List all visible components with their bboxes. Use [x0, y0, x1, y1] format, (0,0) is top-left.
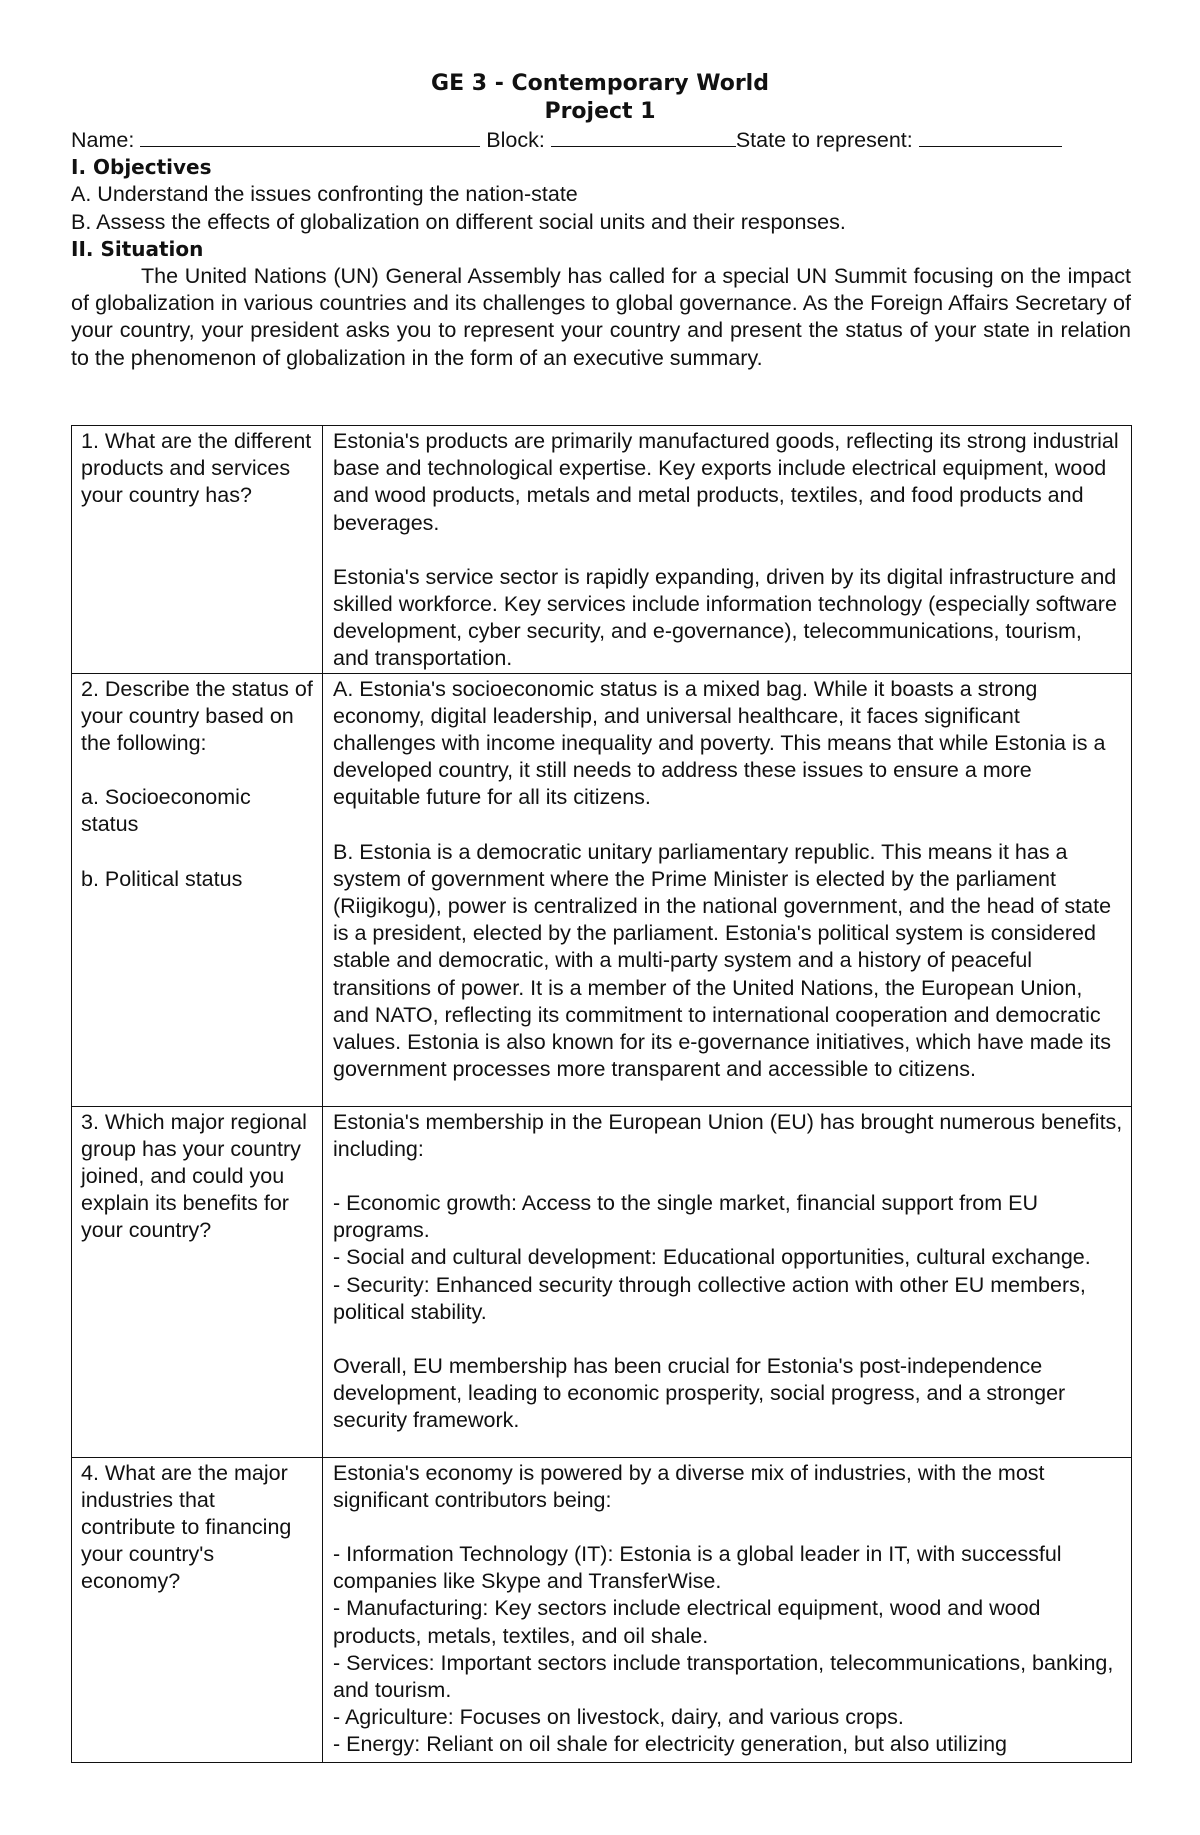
answer-paragraph: A. Estonia's socioeconomic status is a mixed bag. While it boasts a strong economy, digital leadership, and universal healthcare, it faces significant challenges with income inequality and poverty. This means that while Estonia is a developed country, it still needs to address these issues to ensure a more equitable future for all its citizens.	[333, 676, 1106, 810]
answer-paragraph: Estonia's products are primarily manufactured goods, reflecting its strong industrial base and technological expertise. Key exports include electrical equipment, wood and wood products, metals and metal products, textiles, and food products and beverages.	[333, 429, 1119, 535]
situation-heading: II. Situation	[71, 236, 204, 261]
question-text: 4. What are the major industries that contribute to financing your country's economy?	[81, 1460, 292, 1594]
answer-list-item: - Manufacturing: Key sectors include electrical equipment, wood and wood products, metals, textiles, and oil shale.	[333, 1596, 1041, 1648]
course-title: GE 3 - Contemporary World	[431, 71, 769, 96]
answer-cell	[323, 673, 1132, 1106]
question-cell	[72, 426, 323, 674]
question-text: 1. What are the different products and services your country has?	[81, 429, 312, 508]
question-text: 2. Describe the status of your country based on the following:	[81, 676, 313, 756]
objective-item: B. Assess the effects of globalization on different social units and their responses.	[71, 209, 846, 234]
answer-list-item: - Social and cultural development: Educational opportunities, cultural exchange.	[333, 1245, 1091, 1270]
answer-list-item: - Information Technology (IT): Estonia is a global leader in IT, with successful companies like Skype and TransferWise.	[333, 1542, 1062, 1594]
title-block	[0, 70, 1200, 126]
answer-cell	[323, 1106, 1132, 1457]
answer-cell	[323, 426, 1132, 674]
table-row	[72, 673, 1132, 1106]
name-label: Name:	[71, 128, 135, 152]
answer-list-item: - Economic growth: Access to the single market, financial support from EU programs.	[333, 1191, 1039, 1243]
block-label: Block:	[486, 128, 545, 152]
question-cell	[72, 1106, 323, 1457]
project-title: Project 1	[544, 99, 656, 124]
document-body	[71, 126, 1131, 393]
questions-table	[71, 425, 1132, 1763]
answer-outro: Overall, EU membership has been crucial for Estonia's post-independence development, leading to economic prosperity, social progress, and a stronger security framework.	[333, 1354, 1066, 1433]
table-row	[72, 1106, 1132, 1457]
answer-list-item: - Energy: Reliant on oil shale for electricity generation, but also utilizing	[333, 1732, 1008, 1757]
answer-paragraph: B. Estonia is a democratic unitary parliamentary republic. This means it has a system of government where the Prime Minister is elected by the parliament (Riigikogu), power is centralized in the national government, and the head of state is a president, elected by the parliament. Estonia's political system is considered stable and democratic, with a multi-party system and a history of peaceful transitions of power. It is a member of the United Nations, the European Union, and NATO, reflecting its commitment to international cooperation and democratic values. Estonia is also known for its e-governance initiatives, which have made its government processes more transparent and accessible to citizens.	[333, 839, 1112, 1082]
state-field-blank	[919, 126, 1062, 147]
answer-list-item: - Security: Enhanced security through collective action with other EU members, political stability.	[333, 1272, 1086, 1324]
question-text: 3. Which major regional group has your country joined, and could you explain its benefits for your country?	[81, 1109, 307, 1243]
question-subitem: b. Political status	[81, 866, 243, 891]
answer-intro: Estonia's membership in the European Union (EU) has brought numerous benefits, including:	[333, 1109, 1123, 1161]
situation-paragraph: The United Nations (UN) General Assembly has called for a special UN Summit focusing on the impact of globalization in various countries and its challenges to global governance. As the Foreign Affairs Secretary of your country, your president asks you to represent your country and present the status of your state in relation to the phenomenon of globalization in the form of an executive summary.	[71, 264, 1131, 370]
answer-cell	[323, 1457, 1132, 1762]
question-subitem: a. Socioeconomic status	[81, 785, 251, 837]
question-cell	[72, 1457, 323, 1762]
question-cell	[72, 673, 323, 1106]
state-label: State to represent:	[735, 128, 913, 152]
block-field-blank	[551, 126, 736, 147]
answer-list-item: - Services: Important sectors include transportation, telecommunications, banking, and tourism.	[333, 1650, 1114, 1703]
answer-paragraph: Estonia's service sector is rapidly expanding, driven by its digital infrastructure and skilled workforce. Key services include information technology (especially software development, cyber security, and e-governance), telecommunications, tourism, and transportation.	[333, 564, 1117, 671]
table-row	[72, 1457, 1132, 1762]
objective-item: A. Understand the issues confronting the nation-state	[71, 182, 578, 207]
table-row	[72, 426, 1132, 674]
objectives-heading: I. Objectives	[71, 155, 212, 180]
answer-intro: Estonia's economy is powered by a diverse mix of industries, with the most significant contributors being:	[333, 1460, 1045, 1512]
answer-list-item: - Agriculture: Focuses on livestock, dairy, and various crops.	[333, 1705, 904, 1730]
name-field-blank	[140, 126, 480, 147]
info-fields-line	[71, 126, 1131, 154]
